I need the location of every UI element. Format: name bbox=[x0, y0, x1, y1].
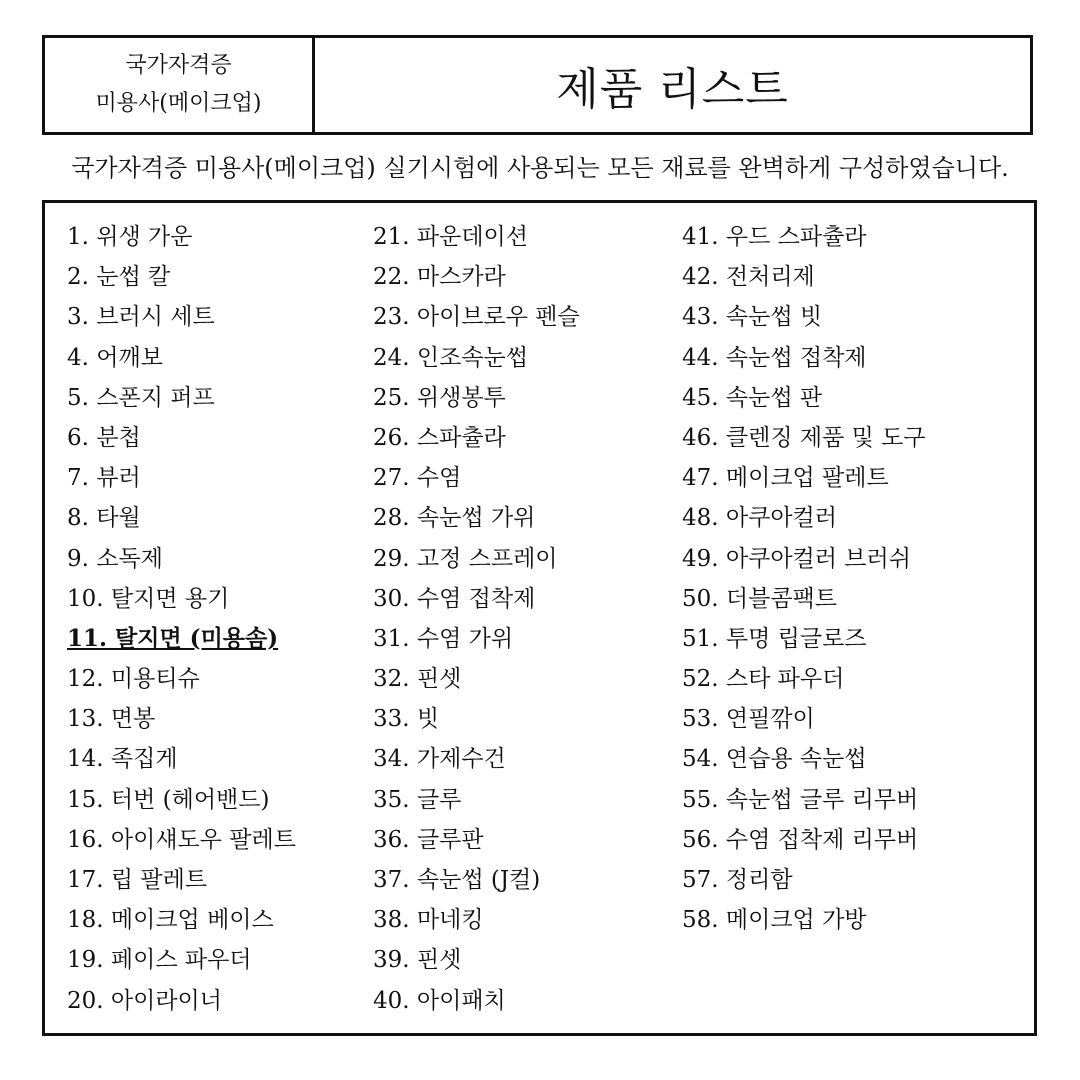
product-item: 20. 아이라이너 bbox=[67, 987, 222, 1014]
product-item: 2. 눈썹 칼 bbox=[67, 264, 171, 291]
product-item: 22. 마스카라 bbox=[373, 264, 506, 291]
product-column-2 bbox=[373, 217, 580, 1021]
product-item: 12. 미용티슈 bbox=[67, 666, 200, 693]
product-item: 58. 메이크업 가방 bbox=[682, 907, 867, 934]
product-list-box bbox=[42, 200, 1037, 1036]
product-item: 9. 소독제 bbox=[67, 545, 163, 572]
product-item: 15. 터번 (헤어밴드) bbox=[67, 786, 270, 813]
product-item: 8. 타월 bbox=[67, 505, 141, 532]
product-item: 26. 스파츌라 bbox=[373, 424, 506, 451]
product-item: 30. 수염 접착제 bbox=[373, 585, 536, 612]
product-item: 36. 글루판 bbox=[373, 826, 484, 853]
product-item: 49. 아쿠아컬러 브러쉬 bbox=[682, 545, 911, 572]
product-item: 52. 스타 파우더 bbox=[682, 666, 845, 693]
product-item: 5. 스폰지 퍼프 bbox=[67, 384, 215, 411]
product-item: 42. 전처리제 bbox=[682, 264, 815, 291]
product-item: 33. 빗 bbox=[373, 706, 440, 733]
product-item: 25. 위생봉투 bbox=[373, 384, 506, 411]
product-item: 34. 가제수건 bbox=[373, 746, 506, 773]
product-item: 48. 아쿠아컬러 bbox=[682, 505, 837, 532]
product-item: 32. 핀셋 bbox=[373, 666, 462, 693]
product-item: 28. 속눈썹 가위 bbox=[373, 505, 536, 532]
product-item: 57. 정리함 bbox=[682, 867, 793, 893]
product-item: 39. 핀셋 bbox=[373, 947, 462, 974]
page-title: 제품 리스트 bbox=[556, 64, 789, 115]
product-item: 13. 면봉 bbox=[67, 706, 156, 733]
product-item-highlighted: 11. 탈지면 (미용솜) bbox=[67, 624, 279, 652]
product-item: 29. 고정 스프레이 bbox=[373, 545, 558, 572]
product-item: 35. 글루 bbox=[373, 786, 462, 813]
product-item: 44. 속눈썹 접착제 bbox=[682, 344, 867, 371]
product-item: 53. 연필깎이 bbox=[682, 706, 815, 733]
product-column-1 bbox=[67, 217, 296, 1021]
product-item: 37. 속눈썹 (J컬) bbox=[373, 867, 541, 893]
product-item: 54. 연습용 속눈썹 bbox=[682, 746, 867, 773]
product-item: 50. 더블콤팩트 bbox=[682, 585, 837, 612]
product-item: 40. 아이패치 bbox=[373, 987, 506, 1014]
product-item: 27. 수염 bbox=[373, 465, 462, 492]
product-item: 14. 족집게 bbox=[67, 746, 178, 773]
product-item: 16. 아이섀도우 팔레트 bbox=[67, 826, 296, 853]
product-item: 6. 분첩 bbox=[67, 424, 141, 451]
product-item: 46. 클렌징 제품 및 도구 bbox=[682, 424, 926, 451]
certification-line-2: 미용사(메이크업) bbox=[95, 91, 262, 116]
product-item: 7. 뷰러 bbox=[67, 465, 141, 492]
product-item: 10. 탈지면 용기 bbox=[67, 585, 230, 612]
product-column-3 bbox=[682, 217, 926, 940]
product-item: 18. 메이크업 베이스 bbox=[67, 907, 274, 934]
product-item: 21. 파운데이션 bbox=[373, 224, 528, 250]
product-item: 56. 수염 접착제 리무버 bbox=[682, 826, 919, 853]
subtitle: 국가자격증 미용사(메이크업) 실기시험에 사용되는 모든 재료를 완벽하게 구성하였습니다. bbox=[71, 154, 1009, 182]
product-item: 38. 마네킹 bbox=[373, 907, 484, 934]
product-item: 31. 수염 가위 bbox=[373, 625, 514, 652]
product-item: 17. 립 팔레트 bbox=[67, 867, 208, 893]
product-item: 47. 메이크업 팔레트 bbox=[682, 465, 889, 492]
certification-label bbox=[45, 38, 315, 132]
product-item: 51. 투명 립글로즈 bbox=[682, 625, 867, 652]
product-item: 1. 위생 가운 bbox=[67, 224, 193, 250]
product-item: 55. 속눈썹 글루 리무버 bbox=[682, 786, 919, 813]
product-item: 43. 속눈썹 빗 bbox=[682, 304, 823, 331]
product-item: 45. 속눈썹 판 bbox=[682, 384, 823, 411]
product-item: 24. 인조속눈썹 bbox=[373, 344, 528, 371]
certification-line-1: 국가자격증 bbox=[125, 53, 232, 78]
product-item: 19. 페이스 파우더 bbox=[67, 947, 252, 974]
product-item: 3. 브러시 세트 bbox=[67, 304, 215, 331]
product-item: 4. 어깨보 bbox=[67, 344, 163, 371]
product-item: 23. 아이브로우 펜슬 bbox=[373, 304, 580, 331]
product-item: 41. 우드 스파츌라 bbox=[682, 224, 867, 250]
header-box bbox=[42, 35, 1033, 135]
